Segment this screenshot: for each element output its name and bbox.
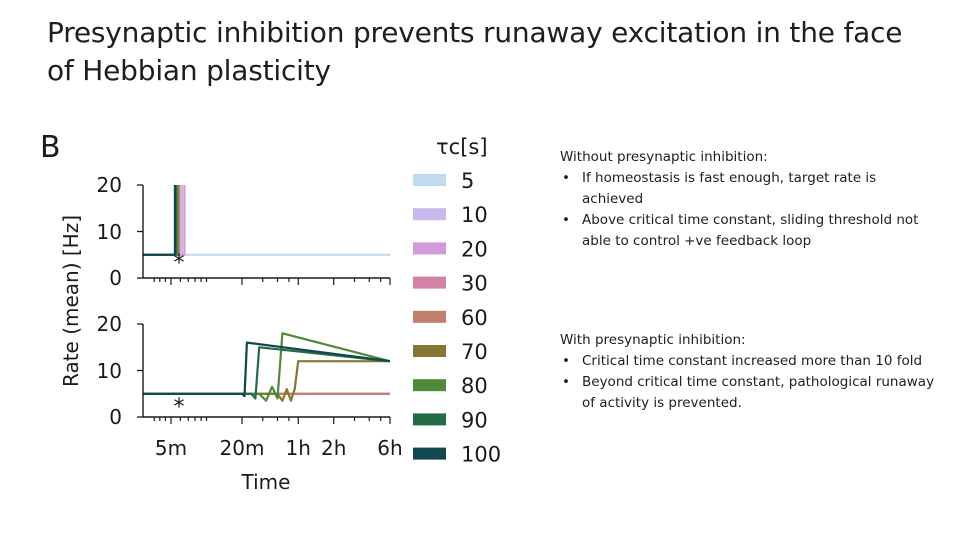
bullet-list — [560, 168, 940, 252]
x-tick-label: 1h — [285, 436, 311, 460]
panel-label: B — [40, 130, 61, 165]
x-tick-labels — [155, 436, 403, 460]
y-tick-label: 10 — [96, 359, 122, 383]
legend-label: 80 — [461, 374, 488, 399]
x-tick-label: 6h — [377, 436, 403, 460]
top-series-group — [143, 185, 390, 255]
legend-swatch — [413, 277, 446, 289]
bullet-item: • Above critical time constant, sliding threshold not able to control +ve feedback loop — [560, 210, 940, 252]
legend-swatch — [413, 242, 446, 254]
series-line-tau-90 — [143, 347, 390, 398]
legend-swatch — [413, 208, 446, 220]
y-tick-label: 10 — [96, 220, 122, 244]
legend-label: 70 — [461, 340, 488, 364]
x-axis-label: Time — [241, 470, 291, 494]
x-tick-label: 20m — [219, 436, 265, 460]
legend-label: 20 — [461, 237, 488, 262]
legend-label: 100 — [461, 442, 502, 467]
bullet-item: • Beyond critical time constant, pathological runaway of activity is prevented. — [560, 372, 940, 414]
legend-label: 30 — [461, 271, 488, 296]
legend-swatch — [413, 448, 446, 460]
x-tick-label: 2h — [321, 436, 347, 460]
legend-label: 60 — [461, 305, 488, 330]
y-axis-label: Rate (mean) [Hz] — [59, 214, 83, 388]
text-block-without-inhibition — [560, 147, 940, 252]
legend-swatch — [413, 345, 446, 357]
start-marker: * — [173, 395, 185, 420]
series-line-tau-80 — [143, 185, 177, 255]
x-tick-label: 5m — [154, 436, 188, 460]
legend-label: 90 — [461, 408, 488, 433]
legend-swatch — [413, 311, 446, 323]
legend-title: τc[s] — [436, 135, 488, 159]
y-tick-label: 20 — [96, 312, 122, 336]
text-block-heading: With presynaptic inhibition: — [560, 332, 746, 348]
text-block-heading: Without presynaptic inhibition: — [560, 149, 768, 165]
legend-entries — [413, 169, 501, 467]
series-line-tau-90 — [143, 185, 176, 255]
y-tick-labels — [97, 173, 122, 429]
text-block-with-inhibition — [560, 330, 940, 414]
bullet-item: • Critical time constant increased more than 10 fold — [560, 351, 940, 372]
y-tick-label: 20 — [96, 173, 122, 197]
y-tick-label: 0 — [109, 405, 122, 429]
legend-label: 5 — [461, 169, 475, 193]
series-line-tau-60 — [143, 185, 179, 255]
slide-title: Presynaptic inhibition prevents runaway excitation in the face of Hebbian plasticity — [47, 16, 903, 87]
bottom-series-group — [143, 333, 390, 400]
series-line-tau-80 — [143, 333, 390, 400]
series-line-tau-100 — [143, 185, 175, 255]
legend-swatch — [413, 174, 446, 186]
legend-swatch — [413, 379, 446, 391]
start-marker: * — [173, 251, 185, 276]
bottom-panel — [137, 324, 390, 424]
bullet-item: • If homeostasis is fast enough, target rate is achieved — [560, 168, 940, 210]
legend-swatch — [413, 413, 446, 425]
legend-label: 10 — [461, 203, 488, 228]
bullet-list — [560, 351, 940, 414]
legend — [413, 135, 501, 467]
y-tick-label: 0 — [109, 266, 122, 290]
top-panel — [137, 185, 390, 285]
series-line-tau-70 — [143, 185, 178, 255]
